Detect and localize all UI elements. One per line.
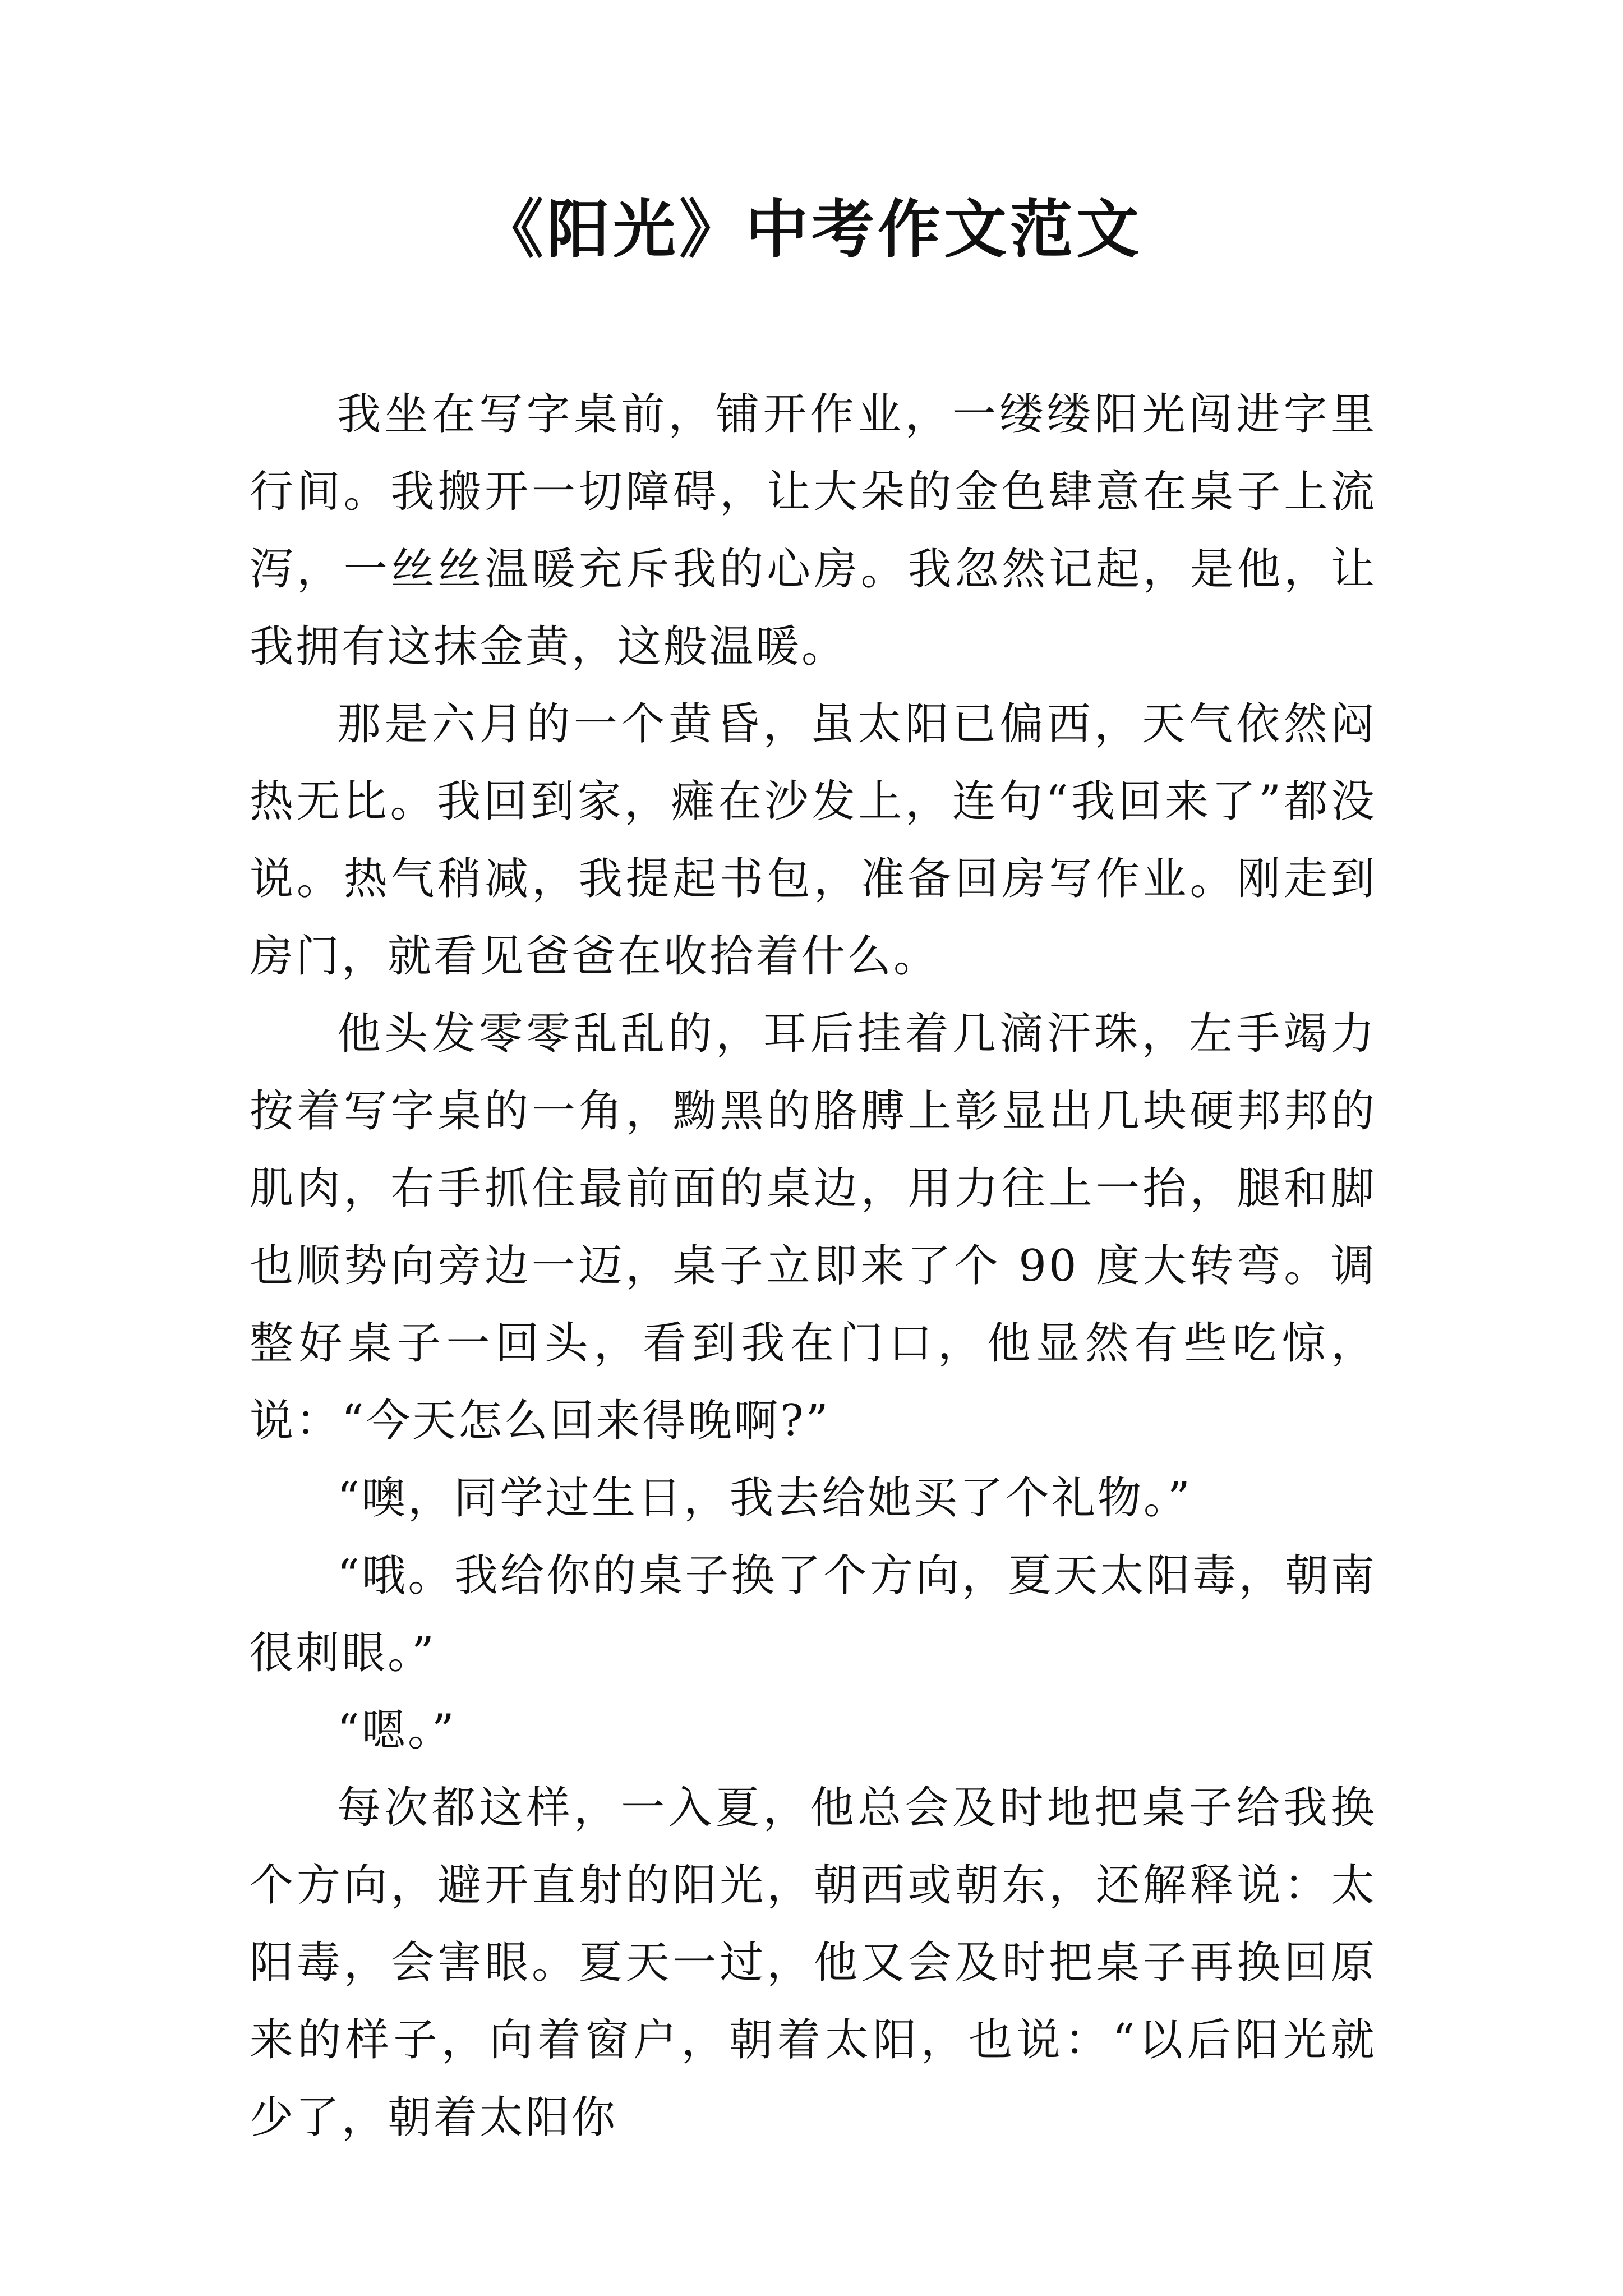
paragraph-6-dialog: “嗯。” xyxy=(337,1705,457,1756)
paragraph-7: 每次都这样，一入夏，他总会及时地把桌子给我换个方向，避开直射的阳光，朝西或朝东，还解释说：太阳毒，会害眼。夏天一过，他又会及时把桌子再换回原来的样子，向着窗户，朝着太阳，也说：“以后阳光就少了，朝着太阳你 xyxy=(250,1783,1377,2143)
paragraph-1: 我坐在写字桌前，铺开作业，一缕缕阳光闯进字里行间。我搬开一切障碍，让大朵的金色肆意在桌子上流泻，一丝丝温暖充斥我的心房。我忽然记起，是他，让我拥有这抹金黄，这般温暖。 xyxy=(250,389,1377,672)
paragraph-5-dialog: “哦。我给你的桌子换了个方向，夏天太阳毒，朝南很刺眼。” xyxy=(250,1550,1377,1678)
paragraph-2: 那是六月的一个黄昏，虽太阳已偏西，天气依然闷热无比。我回到家，瘫在沙发上，连句“我回来了”都没说。热气稍减，我提起书包，准备回房写作业。刚走到房门，就看见爸爸在收拾着什么。 xyxy=(250,699,1377,982)
document-title: 《阳光》中考作文范文 xyxy=(481,194,1142,266)
document-body xyxy=(250,376,1377,2156)
paragraph-3: 他头发零零乱乱的，耳后挂着几滴汗珠，左手竭力按着写字桌的一角，黝黑的胳膊上彰显出几块硬邦邦的肌肉，右手抓住最前面的桌边，用力往上一抬，腿和脚也顺势向旁边一迈，桌子立即来了个 90 度大转弯。调整好桌子一回头，看到我在门口，他显然有些吃惊，说：“今天怎么回来得晚啊?” xyxy=(250,1009,1377,1446)
paragraph-4-dialog: “噢，同学过生日，我去给她买了个礼物。” xyxy=(337,1473,1192,1524)
